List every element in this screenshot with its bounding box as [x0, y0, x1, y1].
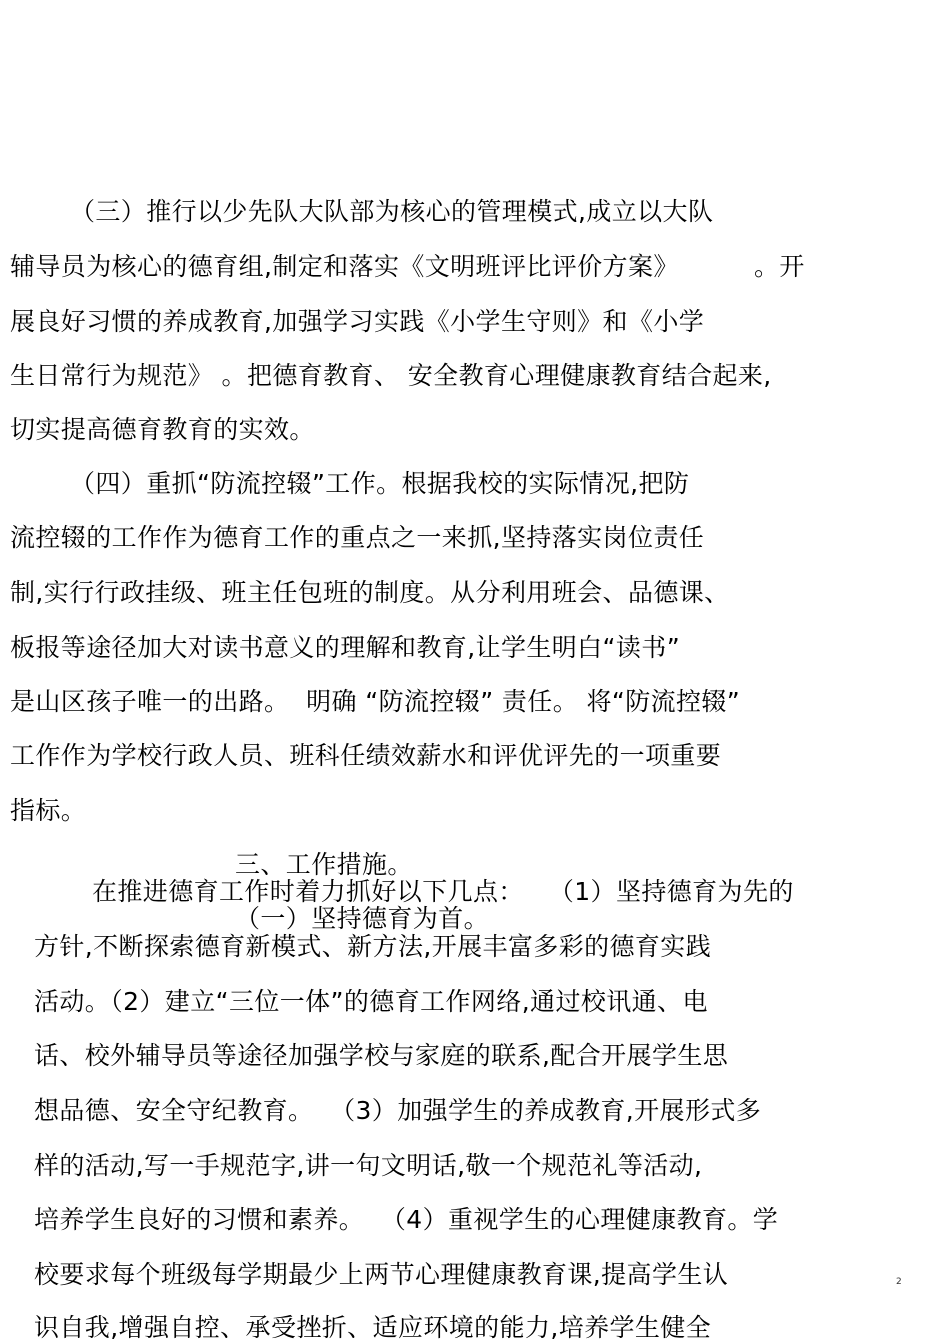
- paragraph-line: 辅导员为核心的德育组,制定和落实《文明班评比评价方案》: [10, 252, 679, 281]
- paragraph-line: 制,实行行政挂级、班主任包班的制度。从分利用班会、品德课、: [10, 578, 730, 607]
- paragraph-line: 话、校外辅导员等途径加强学校与家庭的联系,配合开展学生思: [34, 1041, 729, 1070]
- paragraph-line: （三）推行以少先队大队部为核心的管理模式,成立以大队: [70, 197, 714, 226]
- paragraph-line: 展良好习惯的养成教育,加强学习实践《小学生守则》和《小学: [10, 307, 705, 336]
- section-heading: 三、工作措施。: [235, 850, 413, 879]
- paragraph-line: 校要求每个班级每学期最少上两节心理健康教育课,提高学生认: [34, 1260, 729, 1289]
- paragraph-line: 是山区孩子唯一的出路。 明确 “防流控辍” 责任。 将“防流控辍”: [10, 687, 741, 716]
- paragraph-line: 方针,不断探索德育新模式、新方法,开展丰富多彩的德育实践: [34, 932, 712, 961]
- paragraph-line: 识自我,增强自控、承受挫折、适应环境的能力,培养学生健全: [34, 1313, 712, 1342]
- paragraph-line: 在推进德育工作时着力抓好以下几点： （1）坚持德育为先的: [92, 877, 794, 906]
- subheading: （一）坚持德育为首。: [235, 904, 490, 933]
- paragraph-line: 样的活动,写一手规范字,讲一句文明话,敬一个规范礼等活动,: [34, 1151, 703, 1180]
- paragraph-line: 想品德、安全守纪教育。 （3）加强学生的养成教育,开展形式多: [34, 1096, 762, 1125]
- page-number: 2: [896, 1277, 902, 1287]
- paragraph-line: 培养学生良好的习惯和素养。 （4）重视学生的心理健康教育。学: [34, 1205, 779, 1234]
- paragraph-line: 切实提高德育教育的实效。: [10, 415, 315, 444]
- paragraph-line: （四）重抓“防流控辍”工作。根据我校的实际情况,把防: [70, 469, 690, 498]
- paragraph-line: 流控辍的工作作为德育工作的重点之一来抓,坚持落实岗位责任: [10, 523, 705, 552]
- paragraph-line: 活动。（2）建立“三位一体”的德育工作网络,通过校讯通、电: [34, 987, 708, 1016]
- paragraph-line: 。开: [754, 252, 805, 281]
- paragraph-line: 指标。: [10, 796, 87, 825]
- paragraph-line: 板报等途径加大对读书意义的理解和教育,让学生明白“读书”: [10, 633, 681, 662]
- paragraph-line: 生日常行为规范》 。把德育教育、 安全教育心理健康教育结合起来,: [10, 361, 772, 390]
- paragraph-line: 工作作为学校行政人员、班科任绩效薪水和评优评先的一项重要: [10, 741, 722, 770]
